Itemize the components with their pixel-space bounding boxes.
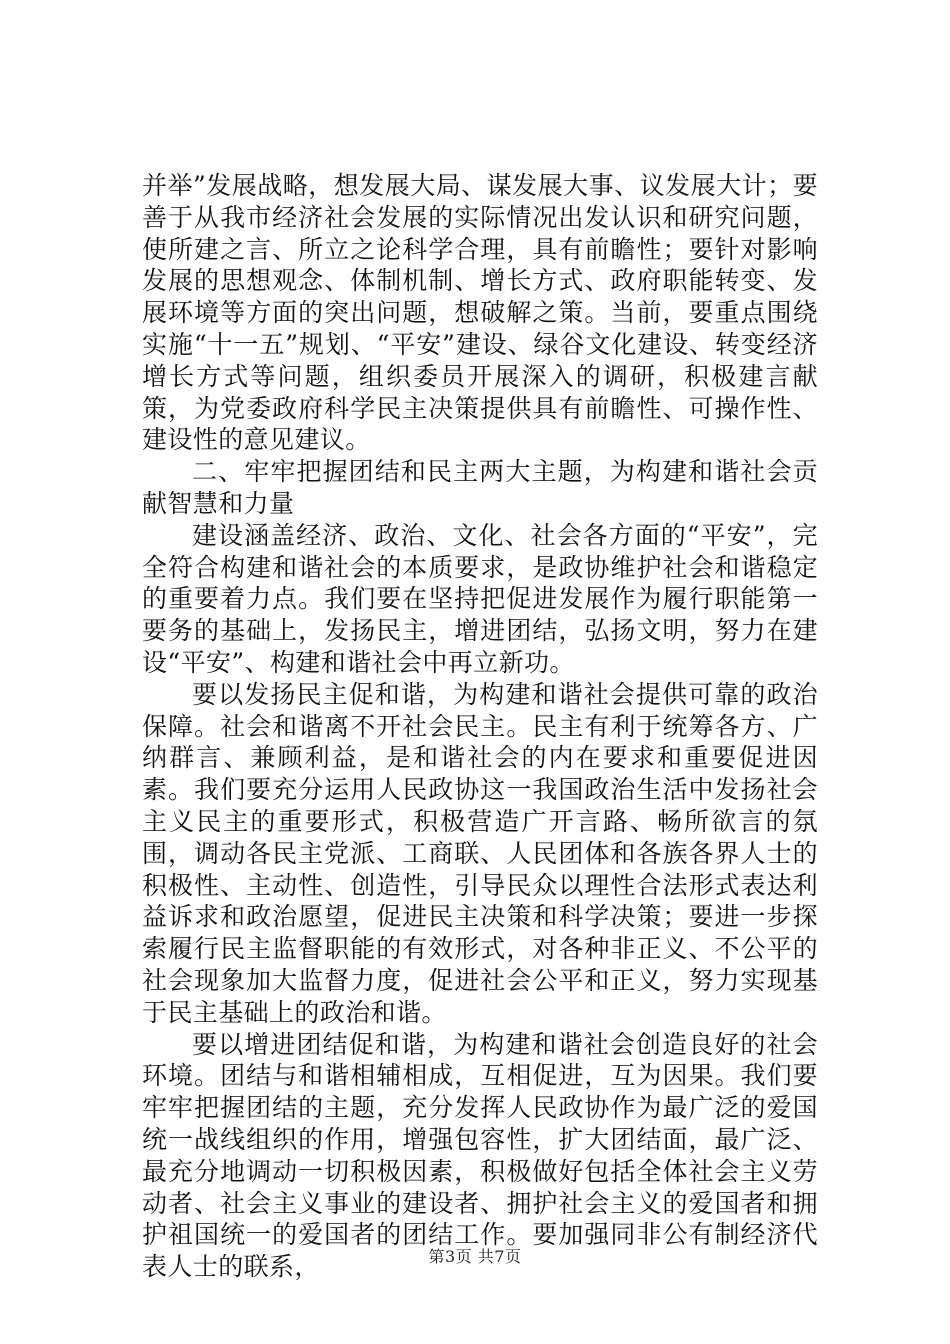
page-footer: 第3页 共7页 bbox=[428, 1247, 522, 1266]
paragraph: 要以增进团结促和谐，为构建和谐社会创造良好的社会环境。团结与和谐相辅相成，互相促进，互为因果。我们要牢牢把握团结的主题，充分发挥人民政协作为最广泛的爱国统一战线组织的作用，增强包容性，扩大团结面，最广泛、最充分地调动一切积极因素，积极做好包括全体社会主义劳动者、社会主义事业的建设者、拥护社会主义的爱国者和拥护祖国统一的爱国者的团结工作。要加强同非公有制经济代表人士的联系， bbox=[142, 1029, 818, 1282]
paragraph: 要以发扬民主促和谐，为构建和谐社会提供可靠的政治保障。社会和谐离不开社会民主。民主有利于统筹各方、广纳群言、兼顾利益，是和谐社会的内在要求和重要促进因素。我们要充分运用人民政协这一我国政治生活中发扬社会主义民主的重要形式，积极营造广开言路、畅所欲言的氛围，调动各民主党派、工商联、人民团体和各族各界人士的积极性、主动性、创造性，引导民众以理性合法形式表达利益诉求和政治愿望，促进民主决策和科学决策；要进一步探索履行民主监督职能的有效形式，对各种非正义、不公平的社会现象加大监督力度，促进社会公平和正义，努力实现基于民主基础上的政治和谐。 bbox=[142, 679, 818, 1027]
paragraph-continuation: 并举”发展战略，想发展大局、谋发展大事、议发展大计；要善于从我市经济社会发展的实际情况出发认识和研究问题，使所建之言、所立之论科学合理，具有前瞻性；要针对影响发展的思想观念、体制机制、增长方式、政府职能转变、发展环境等方面的突出问题，想破解之策。当前，要重点围绕实施“十一五”规划、“平安”建设、绿谷文化建设、转变经济增长方式等问题，组织委员开展深入的调研，积极建言献策，为党委政府科学民主决策提供具有前瞻性、可操作性、建设性的意见建议。 bbox=[142, 171, 818, 455]
document-body bbox=[142, 170, 818, 1283]
paragraph: 建设涵盖经济、政治、文化、社会各方面的“平安”，完全符合构建和谐社会的本质要求，是政协维护社会和谐稳定的重要着力点。我们要在坚持把促进发展作为履行职能第一要务的基础上，发扬民主，增进团结，弘扬文明，努力在建设“平安”、构建和谐社会中再立新功。 bbox=[142, 520, 818, 677]
section-heading: 二、牢牢把握团结和民主两大主题，为构建和谐社会贡献智慧和力量 bbox=[142, 457, 818, 518]
